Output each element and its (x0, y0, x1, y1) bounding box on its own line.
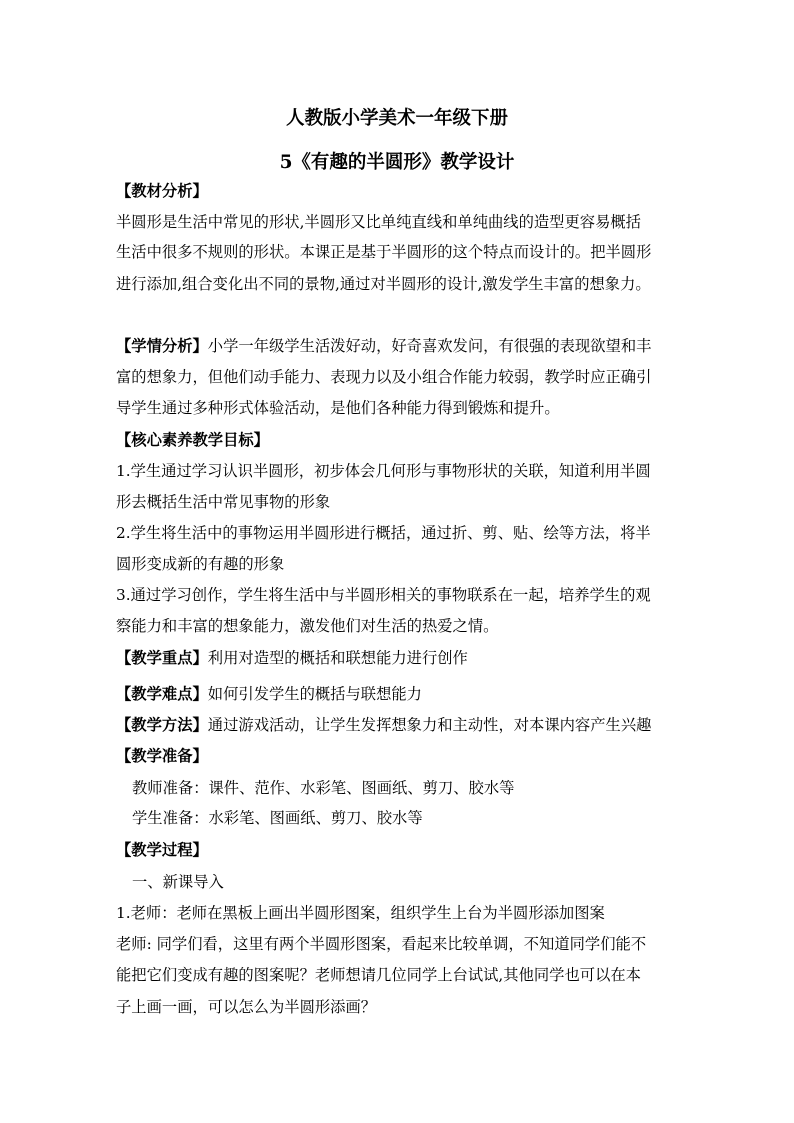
doc-title: 人教版小学美术一年级下册 (285, 108, 508, 129)
paragraph-line: 半圆形是生活中常见的形状,半圆形又比单纯直线和单纯曲线的造型更容易概括 (116, 213, 641, 231)
heading-learner-analysis: 【学情分析】 (116, 337, 208, 355)
learner-analysis-first-line (116, 334, 651, 356)
process-line: 子上画一画，可以怎么为半圆形添画？ (116, 998, 377, 1016)
process-line: 能把它们变成有趣的图案呢？老师想请几位同学上台试试,其他同学也可以在本 (116, 966, 641, 984)
paragraph-line: 生活中很多不规则的形状。本课正是基于半圆形的这个特点而设计的。把半圆形 (116, 243, 652, 261)
process-line: 老师: 同学们看，这里有两个半圆形图案，看起来比较单调，不知道同学们能不 (116, 935, 647, 953)
paragraph-text: 小学一年级学生活泼好动，好奇喜欢发问，有很强的表现欲望和丰 (207, 337, 652, 355)
heading-key-point: 【教学重点】 (116, 649, 208, 667)
student-preparation: 学生准备：水彩笔、图画纸、剪刀、胶水等 (132, 809, 423, 827)
paragraph-line: 富的想象力，但他们动手能力、表现力以及小组合作能力较弱，教学时应正确引 (116, 368, 652, 386)
heading-preparation: 【教学准备】 (116, 747, 208, 765)
method-line (116, 713, 651, 735)
heading-difficulty: 【教学难点】 (116, 685, 208, 703)
key-point-line (116, 646, 468, 668)
key-point-text: 利用对造型的概括和联想能力进行创作 (207, 649, 468, 667)
goal-line: 察能力和丰富的想象能力，激发他们对生活的热爱之情。 (116, 617, 499, 635)
heading-teaching-goals: 【核心素养教学目标】 (116, 431, 269, 449)
difficulty-line (116, 682, 422, 704)
goal-line: 圆形变成新的有趣的形象 (116, 555, 285, 573)
paragraph-line: 导学生通过多种形式体验活动，是他们各种能力得到锻炼和提升。 (116, 399, 560, 417)
goal-line: 3.通过学习创作，学生将生活中与半圆形相关的事物联系在一起，培养学生的观 (116, 586, 651, 604)
teacher-preparation: 教师准备：课件、范作、水彩笔、图画纸、剪刀、胶水等 (132, 779, 515, 797)
heading-method: 【教学方法】 (116, 716, 208, 734)
heading-process: 【教学过程】 (116, 841, 208, 859)
goal-line: 形去概括生活中常见事物的形象 (116, 493, 331, 511)
goal-line: 1.学生通过学习认识半圆形，初步体会几何形与事物形状的关联，知道利用半圆 (116, 462, 651, 480)
paragraph-line: 进行添加,组合变化出不同的景物,通过对半圆形的设计,激发学生丰富的想象力。 (116, 275, 651, 293)
difficulty-text: 如何引发学生的概括与联想能力 (207, 685, 422, 703)
method-text: 通过游戏活动，让学生发挥想象力和主动性，对本课内容产生兴趣 (207, 716, 652, 734)
doc-subtitle: 5《有趣的半圆形》教学设计 (279, 152, 515, 173)
goal-line: 2.学生将生活中的事物运用半圆形进行概括，通过折、剪、贴、绘等方法，将半 (116, 524, 651, 542)
heading-textbook-analysis: 【教材分析】 (116, 182, 208, 200)
section-new-lesson: 一、新课导入 (132, 873, 224, 891)
process-line: 1.老师：老师在黑板上画出半圆形图案，组织学生上台为半圆形添加图案 (116, 904, 605, 922)
